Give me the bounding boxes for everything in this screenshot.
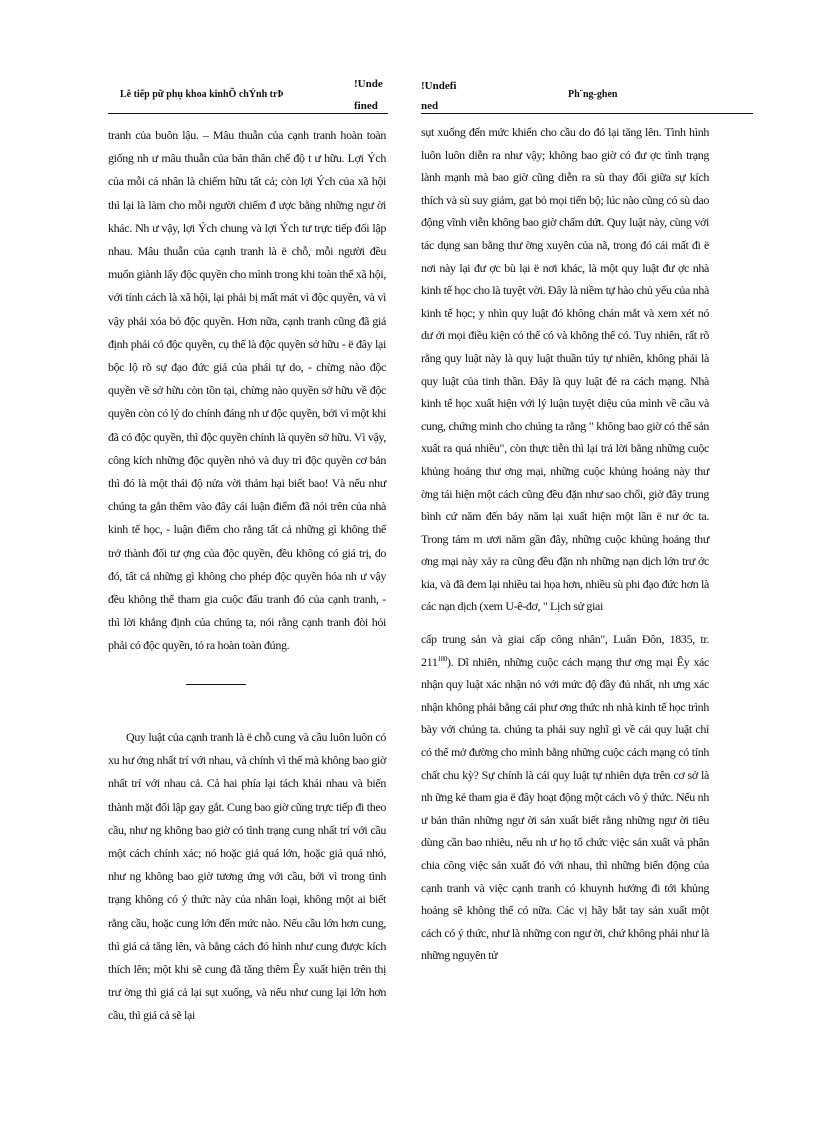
section-divider: [186, 684, 246, 685]
right-column: [421, 121, 709, 967]
left-header-error-marker: !Unde fined: [354, 78, 383, 112]
left-column-lower: [108, 726, 386, 1028]
left-paragraph-2: Quy luật của cạnh tranh là ë chỗ cung và cầu luôn luôn có xu hư ớng nhất trí với nhau, và chính vì thế mà không bao giờ nhất trí với nhau cả. Cả hai phía lại tách khái nhau và biến thành mặt đối lập gay gắt. Cung bao giờ cũng trực tiếp đi theo cầu, như ng không bao giờ có tình trạng cung nhất trí với cầu một cách chính xác; nó hoặc giá quá lớn, hoặc giá quá nhỏ, như ng không bao giờ tương ứng với cầu, bởi vì trong tình trạng không có ý thức này của nhân loại, không một ai biết rằng cầu, hoặc cung lớn đến mức nào. Nếu cầu lớn hơn cung, thì giá cả tăng lên, và bằng cách đó hình như cung được kích thích lên; một khi sẽ cung đã tăng thêm Êy xuất hiện trên thị trư ờng thì giá cả lại sụt xuống, và nếu như cung lại lớn hơn cầu, thì giá cả sẽ lại: [108, 730, 386, 1023]
footnote-reference: 180: [437, 654, 447, 663]
right-paragraph-2-start: cấp trung sản và giai cấp công nhân", Luân Đôn, 1835, tr. 211: [421, 632, 709, 669]
right-header-error-marker: !Undefi ned: [421, 80, 457, 112]
right-paragraph-2-rest: ). Dĩ nhiên, những cuộc cách mạng thư ơng mại Êy xác nhận quy luật xác nhận nó với mức độ đầy đủ nhất, nh ưng xác nhận không phải bằng cái phư ơng thức nh nhà kinh tế học trình bày với chúng ta. chúng ta phải suy nghĩ gì về cái quy luật chỉ có thể mở đường cho mình bằng những cuộc cách mạng có tính chất chu kỳ? Sự chính là cái quy luật tự nhiên dựa trên cơ sở là nh ững kẻ tham gia ë đây hoạt động một cách vô ý thức. Nếu nh ư bản thân những ngư ời sản xuất biết rằng những ngư ời tiêu dùng cần bao nhiêu, nếu nh ư họ tổ chức việc sản xuất và phân chia công việc sản xuất đó với nhau, thì những biến động của cạnh tranh và việc cạnh tranh có khuynh hướng đi tới khủng hoảng sẽ không thể có nữa. Các vị hãy bắt tay sản xuất một cách có ý thức, như là những con ngư ời, chứ không phải như là những nguyên tử: [421, 654, 709, 963]
left-header-title: Lê tiếp pữ phụ khoa kinhÕ chÝnh trÞ: [120, 89, 284, 100]
left-header-rule: [108, 113, 388, 114]
right-paragraph-2: [421, 628, 709, 967]
right-paragraph-1: sụt xuống đến mức khiến cho cầu do đó lại tăng lên. Tình hình luôn luôn diễn ra như vậy; không bao giờ có đư ợc tình trạng lành mạnh mà bao giờ cũng diễn ra sù thay đổi giữa sự kích thích và sù suy giảm, gạt bỏ mọi tiến bộ; lúc nào cũng có sù dao động vĩnh viễn không bao giờ chấm dứt. Quy luật này, cùng với tác dụng san bằng thư ờng xuyên của nã, trong đó cái mất đi ë nơi này lại đư ợc bù lại ë nơi khác, là một quy luật đư ợc nhà kinh tế học cho là tuyệt vời. Đây là niềm tự hào chủ yếu của nhà kinh tế học; y nhìn quy luật đó không chán mắt và xem xét nó dư ới mọi điều kiện có thể có và không thể có. Tuy nhiên, rất rõ rằng quy luật này là quy luật thuần túy tự nhiên, không phải là quy luật của tinh thần. Đây là quy luật đẻ ra cách mạng. Nhà kinh tế học xuất hiện với lý luận tuyệt diệu của mình về cầu và cung, chứng minh cho chúng ta rằng " không bao giờ có thể sản xuất ra quá nhiều", còn thực tiễn thì lại trả lời bằng những cuộc khủng hoảng thư ơng mại, những cuộc khủng hoảng này thư ờng tái hiện một cách cũng đều đặn như sao chổi, giờ đây trung bình cứ năm đến bảy năm lại xuất hiện một lần ë nư ớc ta. Trong tám m ươi năm gần đây, những cuộc khủng hoảng thư ơng mại này xảy ra cũng đều đặn nh những nạn dịch lớn trư ớc kia, và đã đem lại nhiều tai họa hơn, nhiều sù phi đạo đức hơn là các nạn dịch (xem U-ê-đơ, " Lịch sử giai: [421, 125, 709, 614]
right-header-title: Ph¨ng-ghen: [568, 89, 618, 100]
right-header-rule: [421, 113, 753, 114]
left-paragraph-1: tranh của buôn lậu. – Mâu thuẫn của cạnh tranh hoàn toàn giống nh ư mâu thuẫn của bản thân chế độ t ư hữu. Lợi Ých của mỗi cá nhân là chiếm hữu tất cả; còn lợi Ých của xã hội thì lại là làm cho mỗi người chiếm đ ược bằng những ngư ời khác. Nh ư vậy, lợi Ých chung và lợi Ých tư trực tiếp đối lập nhau. Mâu thuẫn của cạnh tranh là ë chỗ, mỗi người đều muốn giành lấy độc quyền cho mình trong khi toàn thể xã hội, với tính cách là xã hội, lại phải bị mất mát vì độc quyền, và vì vậy phải xóa bỏ độc quyền. Hơn nữa, cạnh tranh cũng đã giả định phải có độc quyền, cụ thể là độc quyền sở hữu - ë đây lại bộc lộ rõ sự đạo đức giả của phái tự do, - chừng nào độc quyền về sở hữu còn tồn tại, chừng nào quyền sở hữu về độc quyền còn có lý do chính đáng nh ư độc quyền, bởi vì một khi đã có độc quyền, thì độc quyền chính là quyền sở hữu. Vì vậy, công kích những độc quyền nhỏ và duy trì độc quyền cơ bản thì đó là một thái độ nửa vời thảm hại biết bao! Và nếu như chúng ta gắn thêm vào đây cái luận điểm đã nói trên của nhà kinh tế học, - luận điểm cho rằng tất cả những gì không thể trở thành đối tư ợng của độc quyền, đều không có giá trị, do đó, tất cả những gì không cho phép độc quyền hóa nh ư vậy đều không thể tham gia cuộc đấu tranh đó của cạnh tranh, - thì lời khẳng định của chúng ta, nói rằng cạnh tranh đòi hỏi phải có độc quyền, tỏ ra hoàn toàn đúng.: [108, 128, 386, 653]
left-column: [108, 124, 386, 658]
